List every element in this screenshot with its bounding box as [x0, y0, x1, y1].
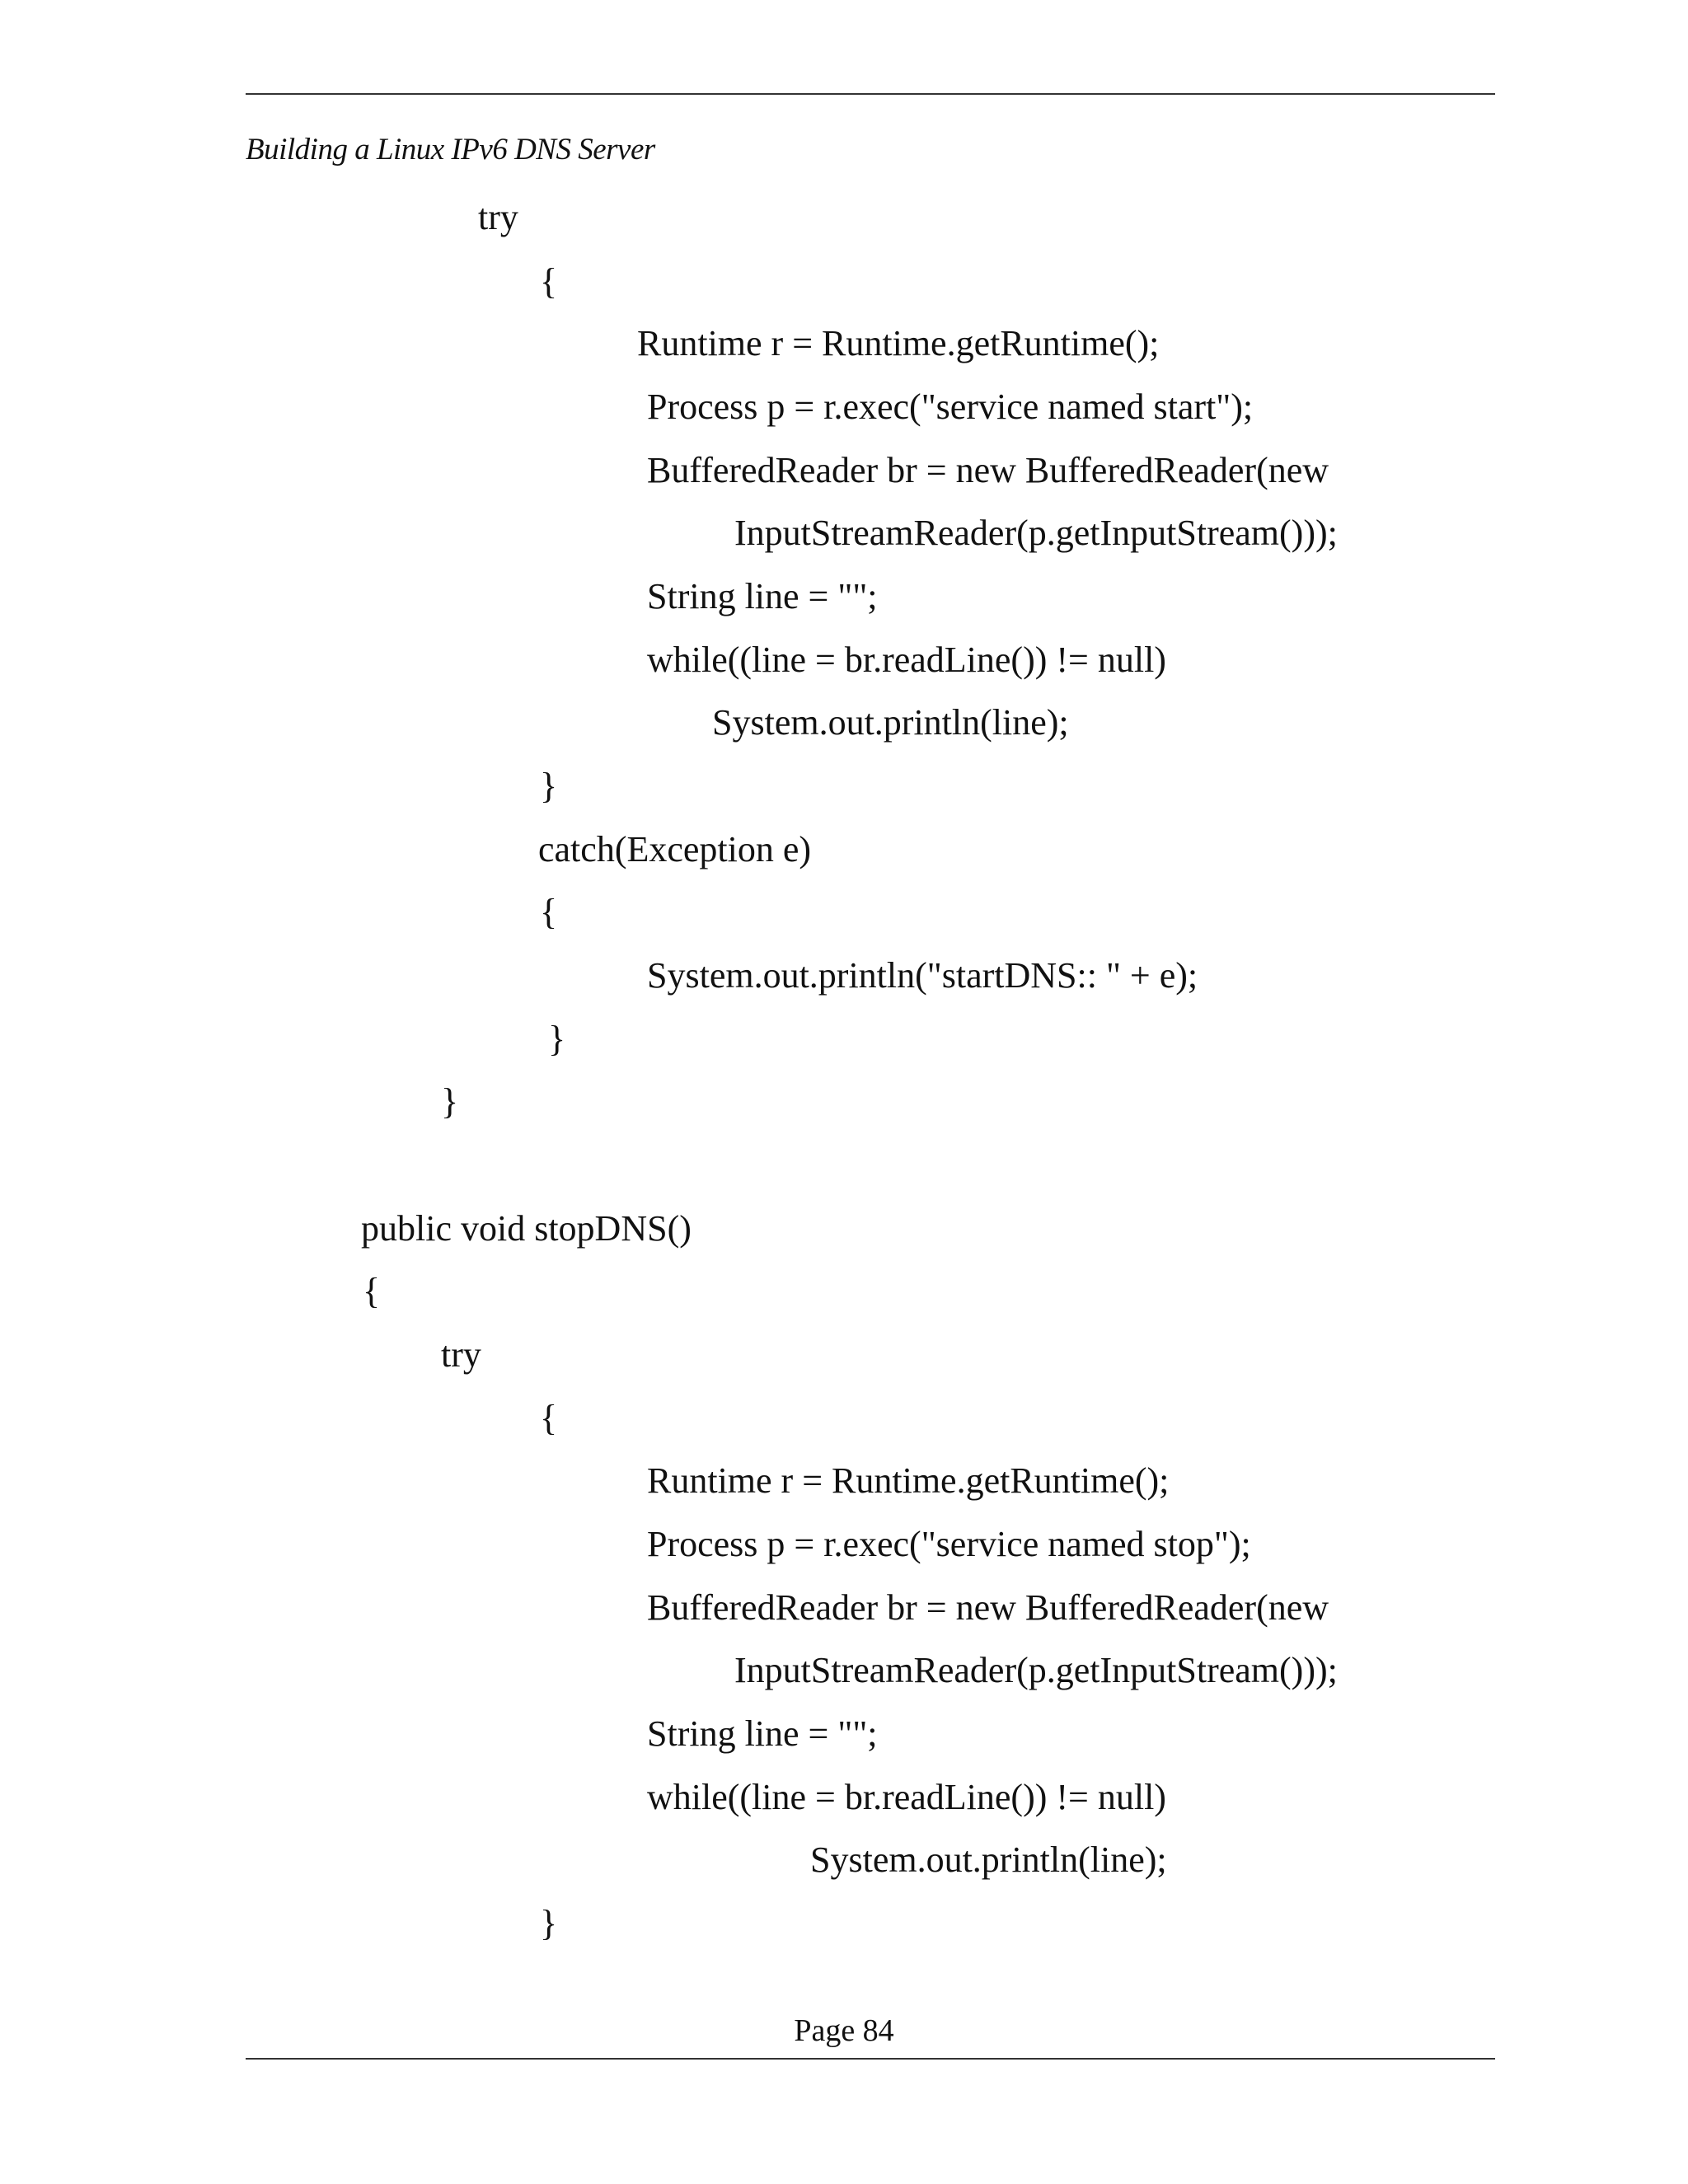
footer-rule	[246, 2058, 1495, 2060]
code-line: Process p = r.exec("service named start");	[647, 387, 1254, 427]
code-line: InputStreamReader(p.getInputStream()));	[734, 513, 1338, 553]
code-line: catch(Exception e)	[538, 829, 812, 869]
page-number: Page 84	[794, 2013, 894, 2048]
code-line: String line = "";	[647, 1713, 878, 1754]
running-header-title: Building a Linux IPv6 DNS Server	[246, 133, 655, 166]
code-line: while((line = br.readLine()) != null)	[647, 640, 1166, 680]
code-line: System.out.println("startDNS:: " + e);	[647, 955, 1198, 996]
code-line: }	[540, 1903, 558, 1943]
code-line: Runtime r = Runtime.getRuntime();	[637, 323, 1160, 363]
code-line: InputStreamReader(p.getInputStream()));	[734, 1650, 1338, 1690]
code-line: }	[441, 1081, 459, 1122]
code-line: Runtime r = Runtime.getRuntime();	[647, 1460, 1170, 1501]
code-line: BufferedReader br = new BufferedReader(new	[647, 450, 1329, 490]
code-line: System.out.println(line);	[810, 1840, 1167, 1880]
code-line: {	[540, 892, 558, 932]
code-line: {	[540, 1398, 558, 1438]
page-footer	[0, 2011, 1688, 2050]
code-line: BufferedReader br = new BufferedReader(new	[647, 1587, 1329, 1628]
code-line: String line = "";	[647, 576, 878, 616]
code-line: Process p = r.exec("service named stop");	[647, 1524, 1251, 1564]
code-line: try	[441, 1334, 481, 1375]
code-line: }	[548, 1019, 566, 1059]
code-line: {	[363, 1271, 381, 1311]
code-line: System.out.println(line);	[712, 702, 1069, 743]
code-line: public void stopDNS()	[361, 1208, 692, 1249]
code-line: try	[478, 197, 518, 237]
code-line: while((line = br.readLine()) != null)	[647, 1777, 1166, 1817]
code-line: }	[540, 766, 558, 806]
code-line: {	[540, 261, 558, 302]
